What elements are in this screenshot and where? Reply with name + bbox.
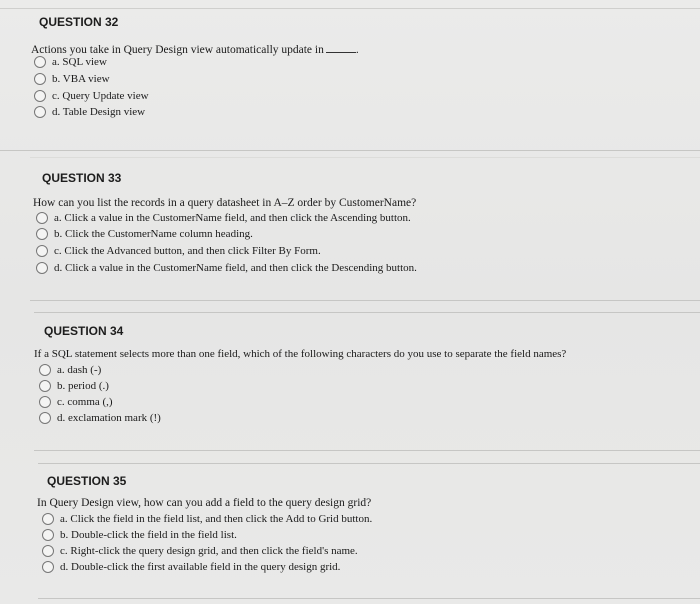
question-32-option-d[interactable]	[34, 106, 145, 118]
radio-button-icon[interactable]	[34, 106, 46, 118]
option-label: d. Click a value in the CustomerName field, and then click the Descending button.	[54, 262, 417, 274]
radio-button-icon[interactable]	[36, 228, 48, 240]
radio-button-icon[interactable]	[34, 73, 46, 85]
question-32-prompt: Actions you take in Query Design view automatically update in	[31, 44, 324, 56]
section-divider	[38, 598, 700, 599]
radio-button-icon[interactable]	[42, 529, 54, 541]
question-33-option-d[interactable]	[36, 262, 417, 274]
section-divider	[30, 157, 700, 158]
radio-button-icon[interactable]	[39, 364, 51, 376]
option-label: a. Click a value in the CustomerName field, and then click the Ascending button.	[54, 212, 411, 224]
question-34-option-d[interactable]	[39, 412, 161, 424]
question-34-option-a[interactable]	[39, 364, 101, 376]
radio-button-icon[interactable]	[36, 262, 48, 274]
question-34-option-c[interactable]	[39, 396, 113, 408]
option-label: a. SQL view	[52, 56, 107, 68]
option-label: d. exclamation mark (!)	[57, 412, 161, 424]
question-32-heading: QUESTION 32	[39, 15, 119, 29]
question-34-heading: QUESTION 34	[44, 324, 124, 338]
question-33-option-a[interactable]	[36, 212, 411, 224]
radio-button-icon[interactable]	[34, 56, 46, 68]
option-label: c. Click the Advanced button, and then click Filter By Form.	[54, 245, 321, 257]
radio-button-icon[interactable]	[42, 561, 54, 573]
question-32-blank-suffix: .	[355, 44, 359, 56]
radio-button-icon[interactable]	[42, 513, 54, 525]
option-label: d. Double-click the first available field in the query design grid.	[60, 561, 341, 573]
question-32-option-b[interactable]	[34, 73, 110, 85]
question-35-option-d[interactable]	[42, 561, 340, 573]
radio-button-icon[interactable]	[39, 380, 51, 392]
option-label: b. VBA view	[52, 73, 110, 85]
question-32-text	[31, 42, 359, 56]
radio-button-icon[interactable]	[36, 212, 48, 224]
option-label: c. Query Update view	[52, 90, 149, 102]
option-label: a. dash (-)	[57, 364, 102, 376]
section-divider	[34, 312, 700, 313]
option-label: a. Click the field in the field list, and then click the Add to Grid button.	[60, 513, 373, 525]
question-33-heading: QUESTION 33	[42, 171, 122, 185]
question-35-option-c[interactable]	[42, 545, 358, 557]
option-label: d. Table Design view	[52, 106, 146, 118]
radio-button-icon[interactable]	[39, 412, 51, 424]
option-label: b. Click the CustomerName column heading.	[54, 228, 253, 240]
radio-button-icon[interactable]	[36, 245, 48, 257]
question-33-text: How can you list the records in a query datasheet in A–Z order by CustomerName?	[33, 197, 417, 209]
answer-blank	[326, 42, 356, 53]
question-34-option-b[interactable]	[39, 380, 109, 392]
question-33-option-c[interactable]	[36, 245, 321, 257]
section-divider	[0, 150, 700, 151]
section-divider	[38, 463, 700, 464]
question-35-option-a[interactable]	[42, 513, 372, 525]
option-label: c. Right-click the query design grid, and then click the field's name.	[60, 545, 358, 557]
question-32-option-c[interactable]	[34, 90, 149, 102]
question-35-option-b[interactable]	[42, 529, 237, 541]
option-label: b. Double-click the field in the field list.	[60, 529, 237, 541]
question-33-option-b[interactable]	[36, 228, 253, 240]
question-35-text: In Query Design view, how can you add a field to the query design grid?	[37, 497, 372, 509]
question-34-text: If a SQL statement selects more than one field, which of the following characters do you use to separate the field names?	[34, 348, 567, 360]
section-divider	[30, 300, 700, 301]
option-label: b. period (.)	[57, 380, 109, 392]
section-divider	[34, 450, 700, 451]
option-label: c. comma (,)	[57, 396, 113, 408]
radio-button-icon[interactable]	[42, 545, 54, 557]
top-divider	[0, 8, 700, 9]
question-35-heading: QUESTION 35	[47, 474, 127, 488]
radio-button-icon[interactable]	[34, 90, 46, 102]
radio-button-icon[interactable]	[39, 396, 51, 408]
question-32-option-a[interactable]	[34, 56, 107, 68]
